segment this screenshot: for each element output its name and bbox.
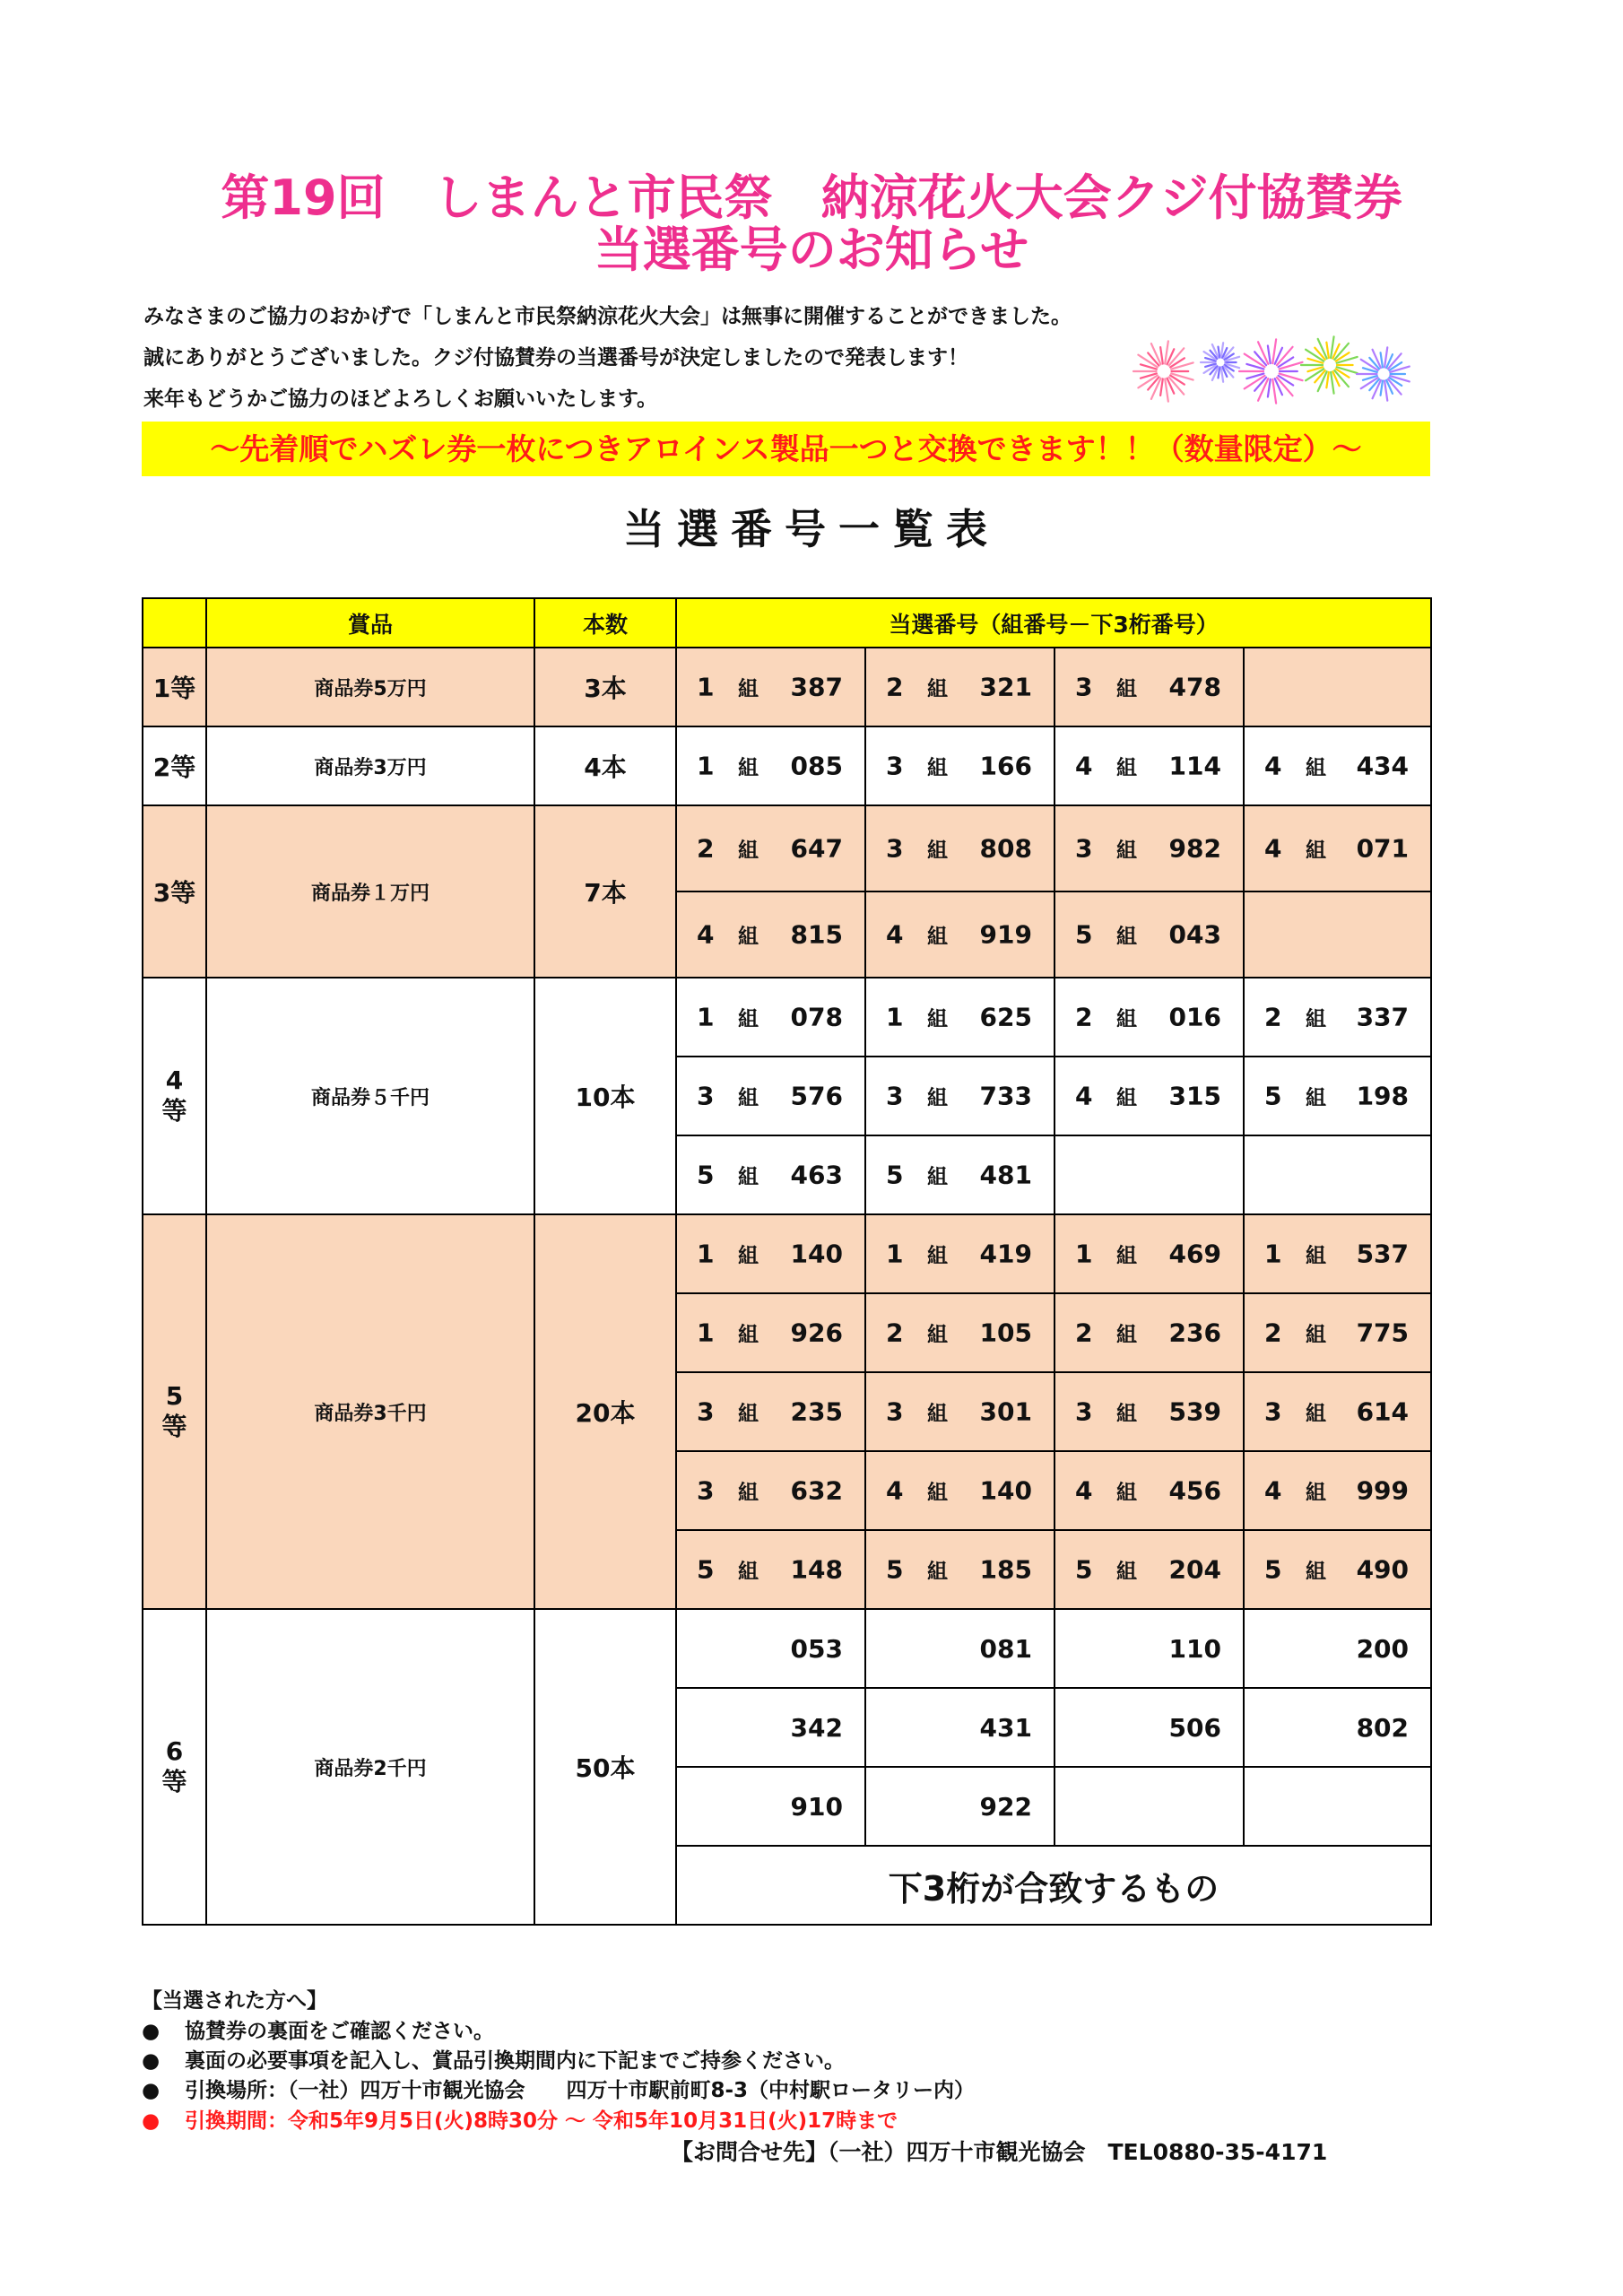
group-number: 5 <box>697 1160 715 1190</box>
firework-ray <box>1272 339 1276 363</box>
number-cell <box>1244 1057 1431 1135</box>
count-cell: 3本 <box>534 648 676 726</box>
number-cell <box>676 805 865 891</box>
number-cell <box>1055 1530 1244 1609</box>
firework-ray <box>1268 379 1271 397</box>
header-rank <box>143 598 206 648</box>
table-row <box>143 1214 1431 1293</box>
group-label: 組 <box>927 756 948 780</box>
winning-number: 434 <box>1356 751 1410 781</box>
firework-ray <box>1272 379 1276 404</box>
number-cell <box>1055 1767 1244 1846</box>
winning-number: 053 <box>676 1609 865 1688</box>
group-number: 2 <box>1264 1318 1282 1348</box>
firework-ray <box>1165 378 1168 401</box>
number-cell <box>1055 978 1244 1057</box>
group-number: 3 <box>886 1396 904 1427</box>
winning-number: 235 <box>790 1396 843 1427</box>
rank-cell <box>143 805 206 978</box>
winning-number: 081 <box>865 1609 1055 1688</box>
number-cell <box>1244 726 1431 805</box>
group-number: 1 <box>697 1239 715 1269</box>
group-number: 1 <box>1075 1239 1093 1269</box>
bullet-icon: ● <box>142 2079 161 2102</box>
intro-line-1: みなさまのご協力のおかげで「しまんと市民祭納涼花火大会」は無事に開催することができました。 <box>143 305 1072 328</box>
number-cell <box>676 1372 865 1451</box>
number-cell <box>865 1214 1055 1293</box>
number-cell <box>676 1135 865 1214</box>
group-number: 3 <box>1075 1396 1093 1427</box>
number-cell <box>1055 1057 1244 1135</box>
number-cell <box>1244 1135 1431 1214</box>
winning-number: 815 <box>790 919 843 950</box>
footer-item <box>142 2077 975 2104</box>
number-cell <box>865 891 1055 978</box>
winning-number: 999 <box>1356 1475 1410 1506</box>
number-cell <box>1244 1530 1431 1609</box>
winning-number: 490 <box>1356 1554 1410 1585</box>
bullet-icon: ● <box>142 2049 161 2073</box>
list-title: 当選番号一覧表 <box>623 505 1000 553</box>
winning-number: 204 <box>1168 1554 1221 1585</box>
group-label: 組 <box>738 1323 759 1347</box>
winning-number: 078 <box>790 1002 843 1032</box>
group-label: 組 <box>927 1165 948 1189</box>
group-label: 組 <box>1306 1086 1326 1110</box>
rank-cell <box>143 978 206 1214</box>
number-cell <box>1244 1293 1431 1372</box>
number-cell <box>1055 805 1244 891</box>
group-label: 組 <box>1116 1402 1137 1426</box>
rank-cell <box>143 1609 206 1925</box>
footer-heading: 【当選された方へ】 <box>142 1989 327 2013</box>
group-number: 2 <box>886 672 904 702</box>
number-cell <box>1244 1214 1431 1293</box>
group-number: 3 <box>1264 1396 1282 1427</box>
rank-cell <box>143 726 206 805</box>
winning-number: 733 <box>979 1081 1032 1111</box>
header-prize: 賞品 <box>206 598 534 648</box>
number-cell <box>676 1057 865 1135</box>
number-cell <box>676 1530 865 1609</box>
group-number: 4 <box>1075 1475 1093 1506</box>
winning-number: 043 <box>1168 919 1221 950</box>
group-number: 4 <box>1264 751 1282 781</box>
group-number: 2 <box>1075 1002 1093 1032</box>
number-cell <box>1244 978 1431 1057</box>
prize-cell: 商品券3万円 <box>206 726 534 805</box>
firework-ray <box>1160 347 1163 364</box>
group-label: 組 <box>1306 1323 1326 1347</box>
winning-number: 236 <box>1168 1318 1221 1348</box>
winning-number: 315 <box>1168 1081 1221 1111</box>
header-count: 本数 <box>534 598 676 648</box>
number-cell <box>1244 805 1431 891</box>
group-number: 2 <box>1075 1318 1093 1348</box>
table-row <box>143 648 1431 726</box>
winning-number: 456 <box>1168 1475 1221 1506</box>
number-cell <box>1244 648 1431 726</box>
table-row <box>143 978 1431 1057</box>
group-label: 組 <box>1306 839 1326 863</box>
number-cell <box>865 1451 1055 1530</box>
group-number: 4 <box>1264 1475 1282 1506</box>
group-label: 組 <box>738 1481 759 1505</box>
group-label: 組 <box>738 677 759 701</box>
footer-item <box>142 2018 494 2045</box>
winning-number: 321 <box>979 672 1032 702</box>
winning-number: 140 <box>979 1475 1032 1506</box>
rank-cell <box>143 1214 206 1609</box>
firework-ray <box>1165 341 1168 363</box>
group-label: 組 <box>1116 1244 1137 1268</box>
group-number: 5 <box>1075 919 1093 950</box>
winning-number: 808 <box>979 833 1032 864</box>
winning-number: 481 <box>979 1160 1032 1190</box>
firework-ray <box>1326 372 1329 387</box>
winning-number: 337 <box>1356 1002 1410 1032</box>
number-cell <box>865 978 1055 1057</box>
number-cell <box>1055 1293 1244 1372</box>
winning-number: 185 <box>979 1554 1032 1585</box>
winning-number: 105 <box>979 1318 1032 1348</box>
prize-cell: 商品券５千円 <box>206 978 534 1214</box>
winning-number: 506 <box>1055 1688 1244 1767</box>
table-row <box>143 1609 1431 1688</box>
winning-number: 922 <box>865 1767 1055 1846</box>
group-number: 1 <box>886 1239 904 1269</box>
number-cell <box>1055 1214 1244 1293</box>
group-label: 組 <box>1306 1244 1326 1268</box>
winning-number: 431 <box>865 1688 1055 1767</box>
table-header-row <box>143 598 1431 648</box>
rank-cell <box>143 648 206 726</box>
group-label: 組 <box>1116 1086 1137 1110</box>
number-cell <box>1055 648 1244 726</box>
firework-ray <box>1326 343 1329 358</box>
rank-label: 1等 <box>152 674 196 703</box>
number-cell <box>1055 726 1244 805</box>
rank-label: 6 <box>165 1736 184 1766</box>
winning-number: 200 <box>1244 1609 1431 1688</box>
number-cell <box>676 1293 865 1372</box>
number-cell <box>865 648 1055 726</box>
bullet-icon: ● <box>142 2109 161 2133</box>
group-label: 組 <box>1116 756 1137 780</box>
winning-number: 016 <box>1168 1002 1221 1032</box>
winning-number: 140 <box>790 1239 843 1269</box>
winning-number: 926 <box>790 1318 843 1348</box>
group-label: 組 <box>738 839 759 863</box>
winning-number: 387 <box>790 672 843 702</box>
footer-item-text: 引換場所：（一社）四万十市観光協会 四万十市駅前町8-3（中村駅ロータリー内） <box>185 2079 976 2102</box>
rank-label: 4 <box>165 1065 184 1095</box>
rank-suffix: 等 <box>161 1096 187 1126</box>
rank-label: 2等 <box>152 752 196 782</box>
number-cell <box>1244 1451 1431 1530</box>
count-cell: 20本 <box>534 1214 676 1609</box>
winning-number: 342 <box>676 1688 865 1767</box>
firework-ray <box>1268 345 1271 363</box>
winning-number: 148 <box>790 1554 843 1585</box>
group-number: 1 <box>697 1318 715 1348</box>
number-cell <box>1055 1372 1244 1451</box>
group-number: 3 <box>886 1081 904 1111</box>
group-number: 5 <box>1264 1554 1282 1585</box>
rank-label: 5 <box>165 1381 184 1411</box>
number-cell <box>676 1214 865 1293</box>
group-number: 4 <box>1264 833 1282 864</box>
number-cell <box>1055 1451 1244 1530</box>
group-label: 組 <box>738 1007 759 1031</box>
group-number: 4 <box>1075 751 1093 781</box>
group-label: 組 <box>927 1007 948 1031</box>
winning-number: 775 <box>1356 1318 1410 1348</box>
number-cell <box>865 805 1055 891</box>
group-label: 組 <box>927 1560 948 1584</box>
prize-cell: 商品券１万円 <box>206 805 534 978</box>
group-label: 組 <box>927 839 948 863</box>
group-label: 組 <box>738 925 759 949</box>
group-label: 組 <box>927 1086 948 1110</box>
group-number: 4 <box>886 919 904 950</box>
group-number: 1 <box>697 672 715 702</box>
group-label: 組 <box>1306 1481 1326 1505</box>
number-cell <box>676 726 865 805</box>
winning-number: 110 <box>1055 1609 1244 1688</box>
number-cell <box>865 1135 1055 1214</box>
winning-number: 419 <box>979 1239 1032 1269</box>
winning-number: 198 <box>1356 1081 1410 1111</box>
winning-number: 539 <box>1168 1396 1221 1427</box>
group-label: 組 <box>1306 1560 1326 1584</box>
number-cell <box>865 1057 1055 1135</box>
number-cell <box>865 1372 1055 1451</box>
count-cell: 7本 <box>534 805 676 978</box>
group-number: 2 <box>697 833 715 864</box>
group-label: 組 <box>1306 1402 1326 1426</box>
rank-suffix: 等 <box>161 1767 187 1796</box>
group-number: 3 <box>697 1475 715 1506</box>
prize-cell: 商品券5万円 <box>206 648 534 726</box>
group-label: 組 <box>927 925 948 949</box>
group-number: 4 <box>697 919 715 950</box>
firework-ray <box>1381 380 1383 395</box>
winning-number: 166 <box>979 751 1032 781</box>
intro-line-3: 来年もどうかご協力のほどよろしくお願いいたします。 <box>143 387 658 411</box>
group-number: 3 <box>697 1396 715 1427</box>
intro-line-2: 誠にありがとうございました。クジ付協賛券の当選番号が決定しましたので発表します！ <box>143 346 968 370</box>
group-number: 3 <box>886 751 904 781</box>
winning-number: 085 <box>790 751 843 781</box>
group-number: 1 <box>697 1002 715 1032</box>
group-number: 3 <box>1075 833 1093 864</box>
winning-numbers-table <box>142 597 1432 1926</box>
table-row <box>143 805 1431 891</box>
group-number: 2 <box>886 1318 904 1348</box>
number-cell <box>865 726 1055 805</box>
group-number: 5 <box>886 1554 904 1585</box>
table-row <box>143 726 1431 805</box>
exchange-banner: ～先着順でハズレ券一枚につきアロインス製品一つと交換できます！！（数量限定）～ <box>142 422 1430 476</box>
winning-number: 614 <box>1356 1396 1410 1427</box>
group-number: 1 <box>886 1002 904 1032</box>
number-cell <box>865 1530 1055 1609</box>
group-number: 5 <box>1075 1554 1093 1585</box>
number-cell <box>1244 1767 1431 1846</box>
contact-info: 【お問合せ先】（一社）四万十市観光協会 TEL0880-35-4171 <box>671 2139 1328 2165</box>
number-cell <box>1244 1372 1431 1451</box>
rank-suffix: 等 <box>161 1412 187 1441</box>
footer-item-text: 裏面の必要事項を記入し、賞品引換期間内に下記までご持参ください。 <box>185 2049 845 2073</box>
fireworks-illustration <box>1128 325 1417 414</box>
page-subtitle: 当選番号のお知らせ <box>594 222 1029 278</box>
footer-item-text: 引換期間：令和5年9月5日(火)8時30分 ～ 令和5年10月31日(火)17時まで <box>185 2109 898 2133</box>
group-label: 組 <box>1116 925 1137 949</box>
footer-item-period <box>142 2108 898 2135</box>
winning-number: 625 <box>979 1002 1032 1032</box>
group-label: 組 <box>738 756 759 780</box>
winning-number: 919 <box>979 919 1032 950</box>
winning-number: 632 <box>790 1475 843 1506</box>
last-three-digits-note: 下3桁が合致するもの <box>676 1846 1431 1925</box>
group-number: 5 <box>1264 1081 1282 1111</box>
footer-item <box>142 2048 845 2074</box>
number-cell <box>676 978 865 1057</box>
winning-number: 463 <box>790 1160 843 1190</box>
number-cell <box>1244 891 1431 978</box>
group-number: 5 <box>697 1554 715 1585</box>
group-label: 組 <box>1116 1560 1137 1584</box>
winning-number: 478 <box>1168 672 1221 702</box>
group-label: 組 <box>927 1402 948 1426</box>
group-number: 1 <box>1264 1239 1282 1269</box>
number-cell <box>676 648 865 726</box>
group-number: 2 <box>1264 1002 1282 1032</box>
group-label: 組 <box>927 677 948 701</box>
group-number: 5 <box>886 1160 904 1190</box>
winning-number: 647 <box>790 833 843 864</box>
count-cell: 50本 <box>534 1609 676 1925</box>
group-label: 組 <box>1116 677 1137 701</box>
group-label: 組 <box>1306 756 1326 780</box>
group-number: 1 <box>697 751 715 781</box>
winning-number: 802 <box>1244 1688 1431 1767</box>
winning-number: 910 <box>676 1767 865 1846</box>
winning-number: 469 <box>1168 1239 1221 1269</box>
firework-ray <box>1381 352 1383 367</box>
group-label: 組 <box>738 1560 759 1584</box>
rank-label: 3等 <box>152 878 196 908</box>
firework-ray <box>1160 378 1163 396</box>
group-number: 3 <box>1075 672 1093 702</box>
number-cell <box>676 891 865 978</box>
winning-number: 114 <box>1168 751 1221 781</box>
number-cell <box>1055 891 1244 978</box>
group-label: 組 <box>1116 1007 1137 1031</box>
group-label: 組 <box>1116 1481 1137 1505</box>
prize-cell: 商品券2千円 <box>206 1609 534 1925</box>
winning-number: 982 <box>1168 833 1221 864</box>
header-numbers: 当選番号（組番号－下3桁番号） <box>676 598 1431 648</box>
group-label: 組 <box>927 1481 948 1505</box>
winning-number: 301 <box>979 1396 1032 1427</box>
group-label: 組 <box>1306 1007 1326 1031</box>
group-label: 組 <box>927 1323 948 1347</box>
group-number: 4 <box>1075 1081 1093 1111</box>
group-number: 3 <box>886 833 904 864</box>
number-cell <box>676 1451 865 1530</box>
count-cell: 4本 <box>534 726 676 805</box>
number-cell <box>865 1293 1055 1372</box>
number-cell <box>1055 1135 1244 1214</box>
winning-number: 071 <box>1356 833 1410 864</box>
footer-item-text: 協賛券の裏面をご確認ください。 <box>185 2020 494 2043</box>
count-cell: 10本 <box>534 978 676 1214</box>
group-label: 組 <box>738 1244 759 1268</box>
page-title: 第19回 しまんと市民祭 納涼花火大会クジ付協賛券 <box>221 170 1402 226</box>
group-label: 組 <box>738 1165 759 1189</box>
group-label: 組 <box>738 1402 759 1426</box>
winning-number: 537 <box>1356 1239 1410 1269</box>
group-label: 組 <box>738 1086 759 1110</box>
group-label: 組 <box>1116 839 1137 863</box>
winning-number: 576 <box>790 1081 843 1111</box>
group-number: 3 <box>697 1081 715 1111</box>
prize-cell: 商品券3千円 <box>206 1214 534 1609</box>
group-number: 4 <box>886 1475 904 1506</box>
group-label: 組 <box>1116 1323 1137 1347</box>
bullet-icon: ● <box>142 2020 161 2043</box>
group-label: 組 <box>927 1244 948 1268</box>
